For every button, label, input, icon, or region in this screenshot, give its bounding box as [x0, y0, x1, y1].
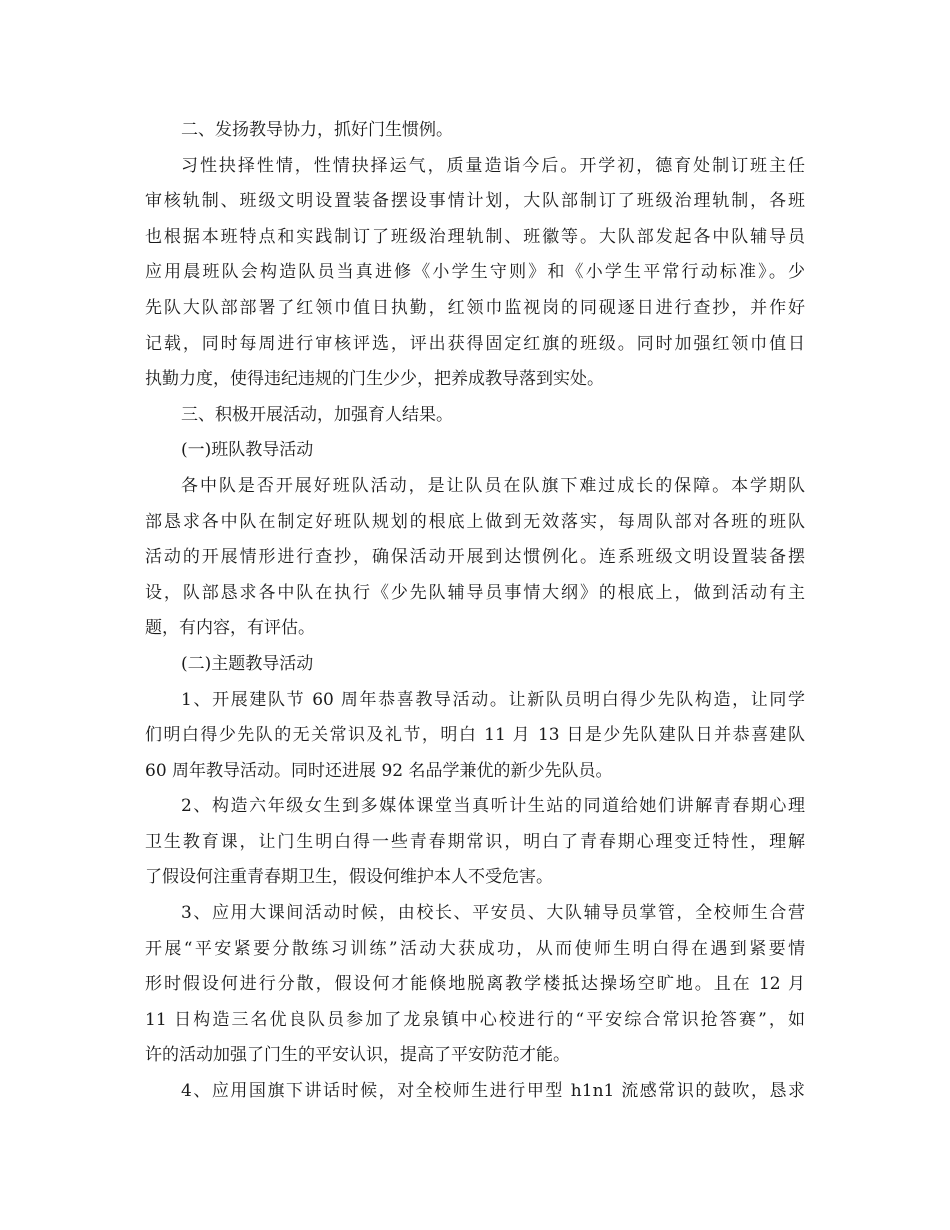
text-line: 三、积极开展活动，加强育人结果。 — [181, 404, 453, 425]
text-line: 2、构造六年级女生到多媒体课堂当真听计生站的同道给她们讲解青春期心理 — [181, 796, 805, 817]
text-line: 们明白得少先队的无关常识及礼节，明白 11 月 13 日是少先队建队日并恭喜建队 — [145, 725, 805, 746]
text-line: 设，队部恳求各中队在执行《少先队辅导员事情大纲》的根底上，做到活动有主 — [145, 582, 805, 603]
text-line: 先队大队部部署了红领巾值日执勤，红领巾监视岗的同砚逐日进行查抄，并作好 — [145, 297, 805, 318]
document-page — [145, 113, 805, 1110]
text-line: 3、应用大课间活动时候，由校长、平安员、大队辅导员掌管，全校师生合营 — [181, 903, 805, 924]
text-line: 二、发扬教导协力，抓好门生惯例。 — [181, 120, 453, 140]
text-line: 许的活动加强了门生的平安认识，提高了平安防范才能。 — [145, 1045, 570, 1066]
text-line: 1、开展建队节 60 周年恭喜教导活动。让新队员明白得少先队构造，让同学 — [181, 689, 805, 710]
text-line: 60 周年教导活动。同时还进展 92 名品学兼优的新少先队员。 — [145, 760, 613, 781]
text-line: 也根据本班特点和实践制订了班级治理轨制、班徽等。大队部发起各中队辅导员 — [145, 226, 805, 247]
text-line: 审核轨制、班级文明设置装备摆设事情计划，大队部制订了班级治理轨制，各班 — [145, 191, 805, 212]
text-line: 应用晨班队会构造队员当真进修《小学生守则》和《小学生平常行动标准》。少 — [145, 262, 805, 283]
text-line: 开展“平安紧要分散练习训练”活动大获成功，从而使师生明白得在遇到紧要情 — [145, 938, 805, 959]
text-line: 卫生教育课，让门生明白得一些青春期常识，明白了青春期心理变迁特性，理解 — [145, 831, 805, 852]
text-line: 题，有内容，有评估。 — [145, 618, 315, 639]
text-line: 部恳求各中队在制定好班队规划的根底上做到无效落实，每周队部对各班的班队 — [145, 511, 805, 532]
text-line: (二)主题教导活动 — [181, 653, 314, 674]
text-line: 11 日构造三名优良队员参加了龙泉镇中心校进行的“平安综合常识抢答赛”，如 — [145, 1009, 805, 1030]
text-line: 了假设何注重青春期卫生，假设何维护本人不受危害。 — [145, 867, 553, 888]
text-line: 各中队是否开展好班队活动，是让队员在队旗下难过成长的保障。本学期队 — [181, 475, 805, 496]
text-line: 执勤力度，使得违纪违规的门生少少，把养成教导落到实处。 — [145, 369, 604, 390]
text-line: 活动的开展情形进行查抄，确保活动开展到达惯例化。连系班级文明设置装备摆 — [145, 547, 805, 568]
text-line: 形时假设何进行分散，假设何才能倏地脱离教学楼抵达操场空旷地。且在 12 月 — [145, 974, 805, 995]
text-line: 习性抉择性情，性情抉择运气，质量造诣今后。开学初，德育处制订班主任 — [181, 155, 805, 176]
text-line: (一)班队教导活动 — [181, 440, 314, 461]
text-line: 4、应用国旗下讲话时候，对全校师生进行甲型 h1n1 流感常识的鼓吹，恳求 — [181, 1081, 805, 1102]
text-line: 记载，同时每周进行审核评选，评出获得固定红旗的班级。同时加强红领巾值日 — [145, 333, 805, 354]
